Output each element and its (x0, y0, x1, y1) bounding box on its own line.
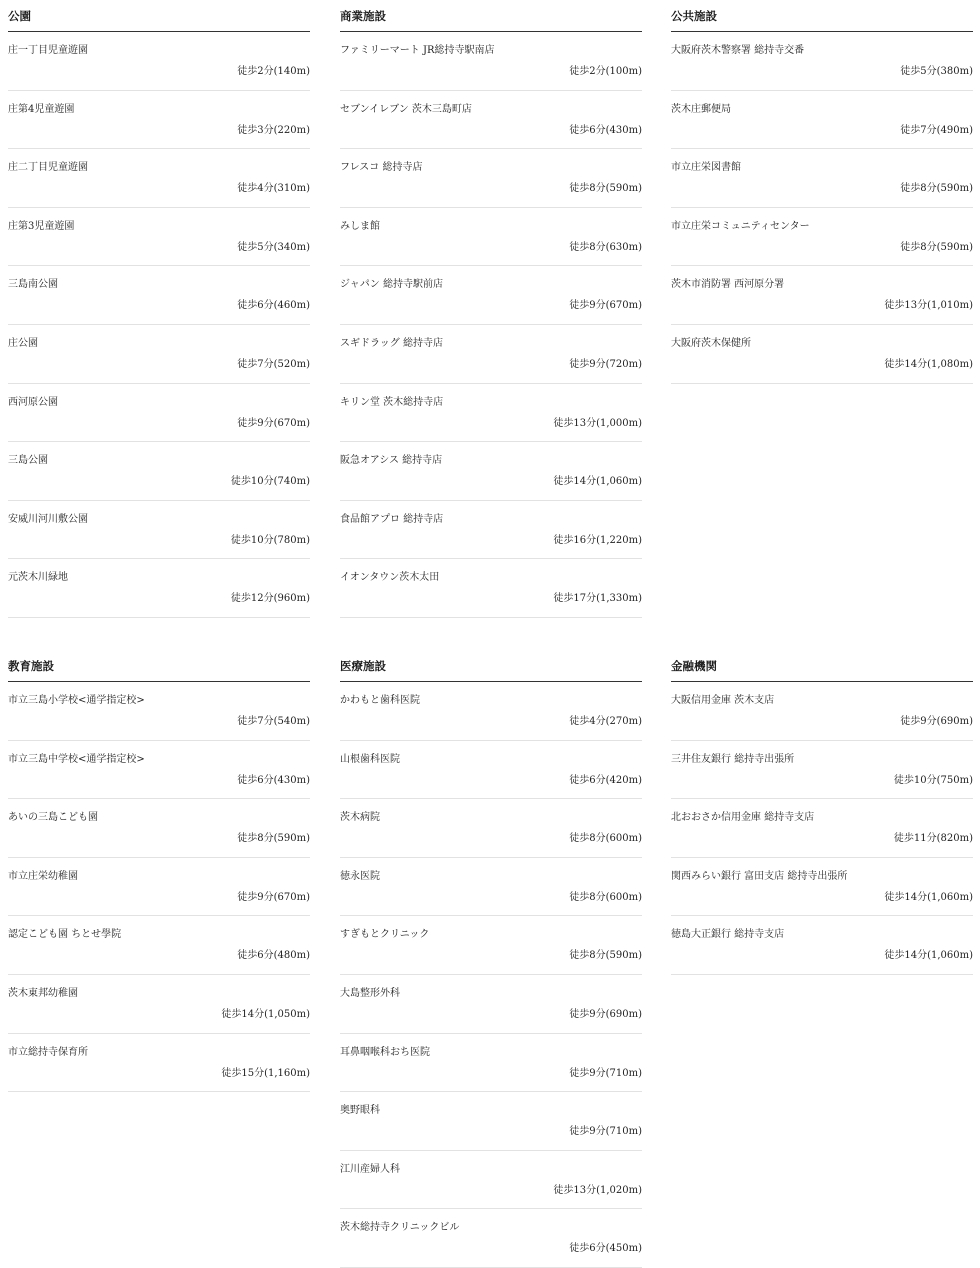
section-medical (340, 650, 642, 1268)
list-item (340, 91, 642, 150)
facility-name: 徳島大正銀行 総持寺支店 (671, 929, 785, 941)
list-item (340, 32, 642, 91)
walking-distance: 徒歩9分(690m) (900, 716, 973, 727)
facility-name: セブンイレブン 茨木三島町店 (340, 103, 472, 115)
list-item (8, 741, 310, 800)
facility-name: 茨木病院 (340, 812, 380, 824)
facility-name: 市立総持寺保育所 (8, 1046, 88, 1058)
list-item (8, 266, 310, 325)
facility-name: 庄公園 (8, 337, 38, 349)
list-item (8, 91, 310, 150)
section-title: 医療施設 (340, 650, 642, 682)
facility-name: 庄二丁目児童遊園 (8, 162, 88, 174)
facility-name: フレスコ 総持寺店 (340, 162, 423, 174)
list-item (340, 384, 642, 443)
walking-distance: 徒歩13分(1,000m) (553, 417, 642, 429)
facility-name: 大阪府茨木保健所 (671, 337, 751, 349)
walking-distance: 徒歩17分(1,330m) (553, 593, 642, 605)
walking-distance: 徒歩10分(780m) (230, 534, 310, 546)
walking-distance: 徒歩6分(460m) (237, 300, 310, 312)
list-item (340, 266, 642, 325)
list-item (8, 916, 310, 975)
walking-distance: 徒歩3分(220m) (237, 124, 310, 136)
section-parks (8, 0, 310, 618)
list-item (340, 325, 642, 384)
walking-distance: 徒歩8分(590m) (237, 833, 310, 845)
facility-name: 茨木庄郵便局 (671, 103, 731, 115)
facility-list (8, 682, 310, 1092)
list-item (671, 916, 973, 975)
walking-distance: 徒歩9分(710m) (569, 1067, 642, 1079)
facility-list (671, 682, 973, 975)
walking-distance: 徒歩16分(1,220m) (553, 534, 642, 546)
walking-distance: 徒歩14分(1,080m) (884, 358, 973, 370)
facility-name: 耳鼻咽喉科おち医院 (340, 1046, 430, 1058)
walking-distance: 徒歩4分(270m) (569, 716, 642, 727)
list-item (340, 799, 642, 858)
walking-distance: 徒歩9分(670m) (237, 417, 310, 429)
list-item (340, 149, 642, 208)
section-financial (671, 650, 973, 975)
walking-distance: 徒歩6分(430m) (569, 124, 642, 136)
facility-list (340, 682, 642, 1268)
section-commercial (340, 0, 642, 618)
walking-distance: 徒歩13分(1,010m) (884, 300, 973, 312)
facility-name: スギドラッグ 総持寺店 (340, 337, 443, 349)
list-item (671, 325, 973, 384)
list-item (340, 442, 642, 501)
facility-list (8, 32, 310, 618)
walking-distance: 徒歩6分(480m) (237, 950, 310, 962)
facility-name: あいの三島こども園 (8, 812, 98, 824)
section-title: 商業施設 (340, 0, 642, 32)
walking-distance: 徒歩9分(670m) (569, 300, 642, 312)
facility-name: 大阪信用金庫 茨木支店 (671, 695, 775, 706)
walking-distance: 徒歩7分(540m) (237, 716, 310, 727)
list-item (8, 501, 310, 560)
section-title: 公共施設 (671, 0, 973, 32)
facility-name: 大阪府茨木警察署 総持寺交番 (671, 45, 805, 56)
walking-distance: 徒歩9分(710m) (569, 1126, 642, 1138)
facility-name: 茨木市消防署 西河原分署 (671, 279, 785, 291)
list-item (8, 149, 310, 208)
walking-distance: 徒歩8分(590m) (569, 183, 642, 195)
list-item (340, 1209, 642, 1268)
facility-name: 関西みらい銀行 富田支店 総持寺出張所 (671, 870, 848, 882)
facility-name: 山根歯科医院 (340, 753, 400, 765)
list-item (671, 149, 973, 208)
facility-name: みしま館 (340, 220, 380, 232)
walking-distance: 徒歩8分(600m) (569, 891, 642, 903)
list-item (8, 799, 310, 858)
list-item (8, 208, 310, 267)
facility-name: 安威川河川敷公園 (8, 513, 88, 525)
list-item (340, 682, 642, 741)
walking-distance: 徒歩9分(670m) (237, 891, 310, 903)
facility-name: 奥野眼科 (340, 1105, 380, 1117)
list-item (671, 32, 973, 91)
walking-distance: 徒歩7分(520m) (237, 358, 310, 370)
list-item (671, 208, 973, 267)
walking-distance: 徒歩14分(1,060m) (884, 950, 973, 962)
list-item (671, 266, 973, 325)
walking-distance: 徒歩11分(820m) (893, 833, 973, 845)
walking-distance: 徒歩10分(750m) (893, 774, 973, 786)
list-item (340, 1151, 642, 1210)
facility-name: ファミリーマート JR総持寺駅南店 (340, 45, 495, 56)
facility-name: 三井住友銀行 総持寺出張所 (671, 753, 795, 765)
facility-name: 市立庄栄幼稚園 (8, 870, 78, 882)
walking-distance: 徒歩9分(690m) (569, 1008, 642, 1020)
list-item (8, 559, 310, 618)
walking-distance: 徒歩4分(310m) (237, 183, 310, 195)
facility-name: 茨木総持寺クリニックビル (340, 1222, 460, 1234)
walking-distance: 徒歩8分(590m) (900, 241, 973, 253)
walking-distance: 徒歩10分(740m) (230, 476, 310, 488)
walking-distance: 徒歩14分(1,060m) (553, 476, 642, 488)
walking-distance: 徒歩7分(490m) (900, 124, 973, 136)
facility-name: キリン堂 茨木総持寺店 (340, 396, 444, 408)
facility-name: 大島整形外科 (340, 987, 400, 999)
list-item (340, 1034, 642, 1093)
walking-distance: 徒歩12分(960m) (230, 593, 310, 605)
facility-name: 西河原公園 (8, 396, 58, 408)
walking-distance: 徒歩15分(1,160m) (221, 1067, 310, 1079)
facility-name: 三島公園 (8, 455, 48, 467)
walking-distance: 徒歩14分(1,050m) (221, 1008, 310, 1020)
walking-distance: 徒歩8分(600m) (569, 833, 642, 845)
facility-name: 元茨木川緑地 (8, 572, 68, 584)
facility-name: 茨木東邦幼稚園 (8, 987, 78, 999)
facility-name: イオンタウン茨木太田 (340, 572, 440, 584)
facility-name: 庄一丁目児童遊園 (8, 45, 88, 56)
list-item (671, 682, 973, 741)
walking-distance: 徒歩5分(380m) (900, 66, 973, 77)
list-item (671, 799, 973, 858)
list-item (340, 1092, 642, 1151)
list-item (671, 741, 973, 800)
facility-name: 市立庄栄図書館 (671, 162, 741, 174)
facility-name: すぎもとクリニック (340, 929, 430, 941)
list-item (8, 325, 310, 384)
walking-distance: 徒歩6分(430m) (237, 774, 310, 786)
facility-name: 市立三島中学校<通学指定校> (8, 753, 145, 765)
walking-distance: 徒歩6分(450m) (569, 1243, 642, 1255)
list-item (8, 1034, 310, 1093)
list-item (340, 559, 642, 618)
walking-distance: 徒歩2分(140m) (237, 66, 310, 77)
facility-name: 江川産婦人科 (340, 1163, 400, 1175)
facility-name: ジャパン 総持寺駅前店 (340, 279, 443, 291)
facility-name: 認定こども園 ちとせ學院 (8, 929, 122, 941)
section-title: 公園 (8, 0, 310, 32)
list-item (8, 975, 310, 1034)
facility-name: 庄第4児童遊園 (8, 103, 75, 115)
section-education (8, 650, 310, 1092)
section-public (671, 0, 973, 384)
facility-name: 阪急オアシス 総持寺店 (340, 455, 443, 467)
facility-name: 市立庄栄コミュニティセンター (671, 220, 810, 232)
facility-name: かわもと歯科医院 (340, 695, 420, 706)
list-item (340, 208, 642, 267)
facility-name: 市立三島小学校<通学指定校> (8, 695, 145, 706)
facility-name: 三島南公園 (8, 279, 58, 291)
walking-distance: 徒歩2分(100m) (569, 66, 642, 77)
list-item (340, 916, 642, 975)
facility-name: 食品館アプロ 総持寺店 (340, 513, 444, 525)
facility-name: 庄第3児童遊園 (8, 220, 75, 232)
list-item (340, 741, 642, 800)
walking-distance: 徒歩14分(1,060m) (884, 891, 973, 903)
facility-name: 徳永医院 (340, 870, 380, 882)
walking-distance: 徒歩6分(420m) (569, 774, 642, 786)
walking-distance: 徒歩9分(720m) (569, 358, 642, 370)
list-item (8, 32, 310, 91)
list-item (8, 682, 310, 741)
facility-name: 北おおさか信用金庫 総持寺支店 (671, 812, 815, 824)
list-item (340, 975, 642, 1034)
walking-distance: 徒歩13分(1,020m) (553, 1184, 642, 1196)
walking-distance: 徒歩8分(590m) (900, 183, 973, 195)
section-title: 金融機関 (671, 650, 973, 682)
walking-distance: 徒歩5分(340m) (237, 241, 310, 253)
list-item (671, 858, 973, 917)
list-item (8, 442, 310, 501)
walking-distance: 徒歩8分(630m) (569, 241, 642, 253)
list-item (8, 384, 310, 443)
list-item (671, 91, 973, 150)
walking-distance: 徒歩8分(590m) (569, 950, 642, 962)
list-item (340, 501, 642, 560)
facility-list (671, 32, 973, 384)
list-item (8, 858, 310, 917)
facility-list (340, 32, 642, 618)
section-title: 教育施設 (8, 650, 310, 682)
list-item (340, 858, 642, 917)
